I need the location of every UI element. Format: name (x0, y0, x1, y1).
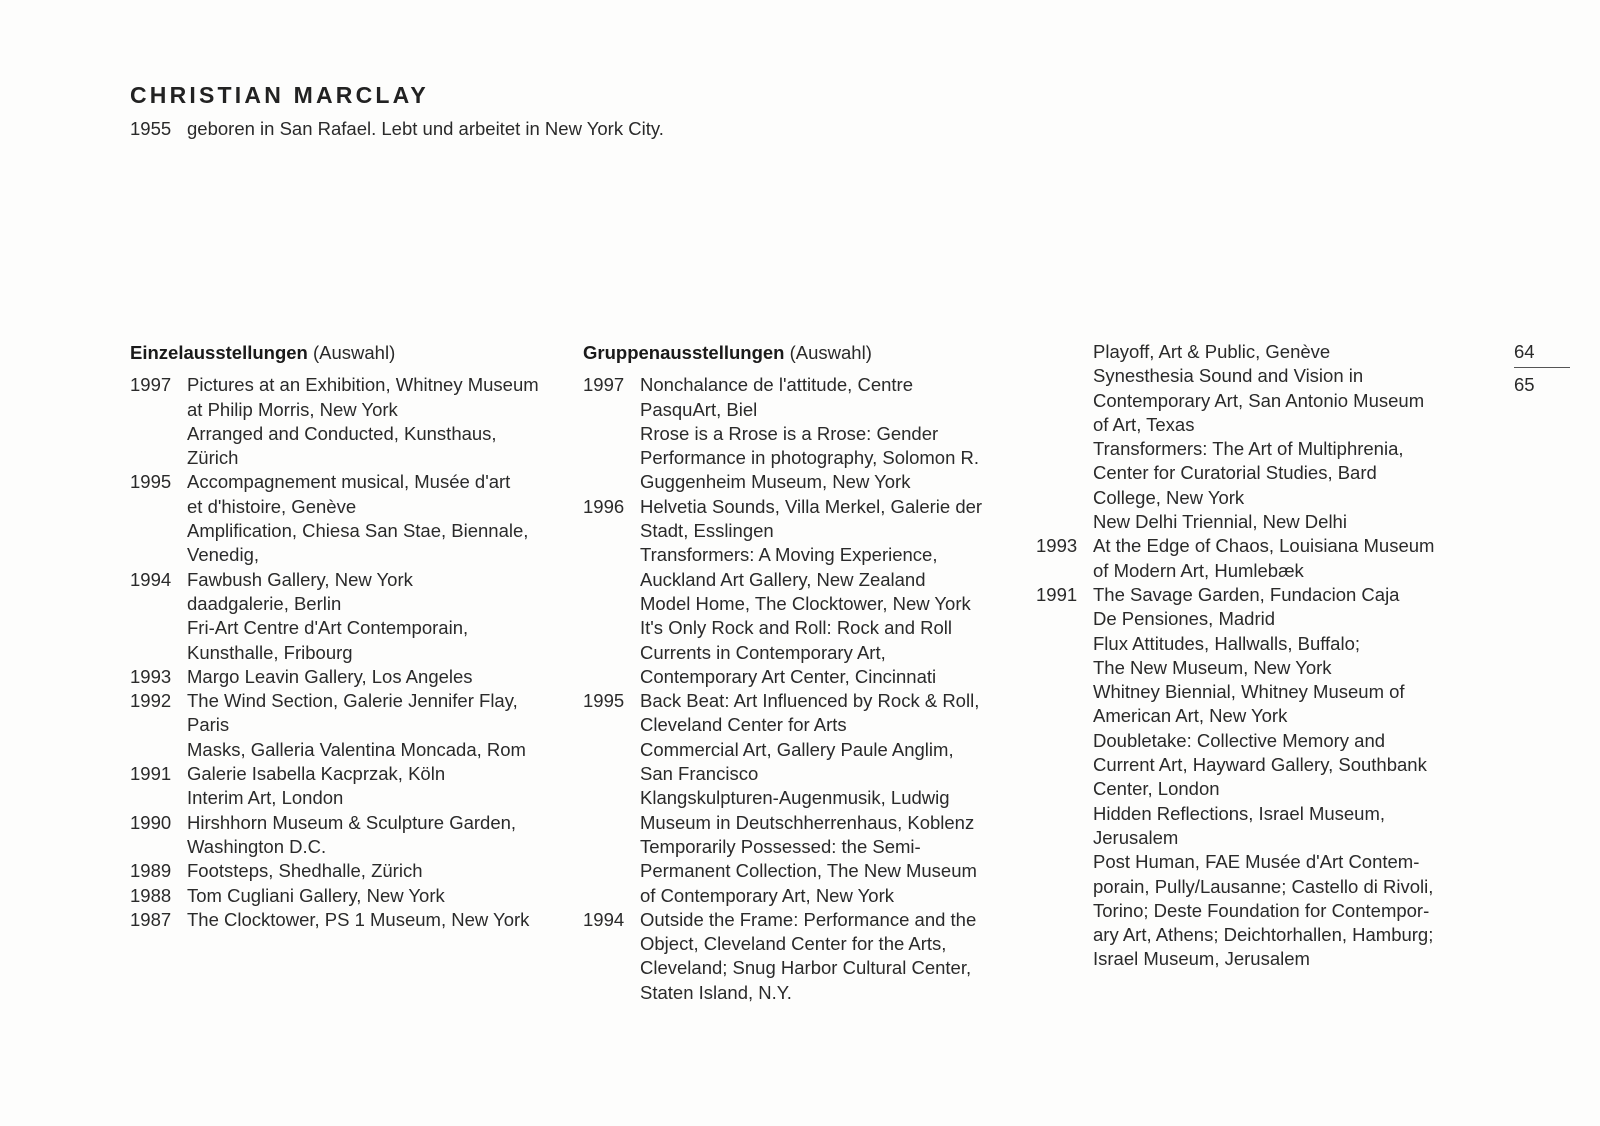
entry-line: Center for Curatorial Studies, Bard (1093, 462, 1377, 484)
entry-line: Zürich (187, 447, 239, 469)
entry-line: Cleveland Center for Arts (640, 714, 847, 736)
entry-line: Currents in Contemporary Art, (640, 641, 886, 663)
exhibition-entry (130, 762, 560, 811)
exhibition-entry (130, 665, 560, 689)
entry-text (640, 689, 979, 908)
entry-line: Contemporary Art Center, Cincinnati (640, 665, 937, 687)
exhibition-entry (1036, 534, 1466, 583)
entry-year: 1994 (130, 568, 172, 590)
entry-line: De Pensiones, Madrid (1093, 608, 1276, 630)
exhibition-list (1036, 340, 1466, 972)
entry-line: of Modern Art, Humlebæk (1093, 559, 1304, 581)
entry-year: 1994 (583, 908, 625, 930)
entry-year: 1991 (130, 763, 172, 785)
artist-name-heading: CHRISTIAN MARCLAY (130, 82, 429, 108)
entry-line: Washington D.C. (187, 835, 327, 857)
entry-text (187, 665, 473, 689)
entry-text (187, 811, 516, 860)
entry-line: daadgalerie, Berlin (187, 592, 342, 614)
entry-line: Jerusalem (1093, 826, 1179, 848)
heading-bold: Einzelausstellungen (130, 342, 308, 363)
entry-line: Transformers: The Art of Multiphrenia, (1093, 438, 1404, 460)
entry-line: Galerie Isabella Kacprzak, Köln (187, 763, 446, 785)
entry-line: The New Museum, New York (1093, 656, 1332, 678)
entry-line: Object, Cleveland Center for the Arts, (640, 933, 947, 955)
entry-text (187, 884, 445, 908)
entry-line: Masks, Galleria Valentina Moncada, Rom (187, 738, 526, 760)
entry-line: Auckland Art Gallery, New Zealand (640, 568, 926, 590)
solo-exhibitions-column (130, 341, 560, 932)
exhibition-entry (1036, 340, 1466, 534)
page-divider (1514, 367, 1570, 368)
entry-year: 1988 (130, 884, 172, 906)
entry-line: Margo Leavin Gallery, Los Angeles (187, 665, 473, 687)
entry-line: Whitney Biennial, Whitney Museum of (1093, 681, 1405, 703)
entry-line: Permanent Collection, The New Museum (640, 860, 977, 882)
entry-line: Guggenheim Museum, New York (640, 471, 911, 493)
entry-line: Tom Cugliani Gallery, New York (187, 884, 445, 906)
entry-text (1093, 340, 1424, 534)
exhibition-entry (130, 568, 560, 665)
entry-line: Cleveland; Snug Harbor Cultural Center, (640, 957, 972, 979)
entry-year: 1997 (583, 374, 625, 396)
exhibition-entry (1036, 583, 1466, 972)
entry-line: Venedig, (187, 544, 260, 566)
exhibition-entry (583, 373, 1013, 494)
entry-line: Torino; Deste Foundation for Contempor- (1093, 899, 1430, 921)
heading-qualifier: (Auswahl) (307, 342, 396, 363)
heading-qualifier: (Auswahl) (784, 342, 872, 363)
entry-line: Back Beat: Art Influenced by Rock & Roll, (640, 690, 980, 712)
entry-line: Accompagnement musical, Musée d'art (187, 471, 511, 493)
entry-line: of Contemporary Art, New York (640, 884, 894, 906)
exhibition-entry (130, 373, 560, 470)
entry-year: 1996 (583, 495, 625, 517)
entry-line: Klangskulpturen-Augenmusik, Ludwig (640, 787, 950, 809)
entry-line: Rrose is a Rrose is a Rrose: Gender (640, 422, 939, 444)
entry-line: Footsteps, Shedhalle, Zürich (187, 860, 423, 882)
entry-year: 1993 (1036, 535, 1078, 557)
exhibition-list (130, 373, 560, 932)
entry-line: Hirshhorn Museum & Sculpture Garden, (187, 811, 517, 833)
entry-text (1093, 534, 1434, 583)
entry-line: porain, Pully/Lausanne; Castello di Rivoli, (1093, 875, 1434, 897)
exhibition-entry (130, 470, 560, 567)
entry-text (187, 373, 539, 470)
section-heading (130, 341, 560, 365)
entry-year (1036, 340, 1093, 534)
entry-text (187, 568, 468, 665)
entry-text (640, 908, 976, 1005)
entry-text (187, 470, 528, 567)
entry-line: Temporarily Possessed: the Semi- (640, 835, 921, 857)
entry-line: Flux Attitudes, Hallwalls, Buffalo; (1093, 632, 1361, 654)
entry-line: Contemporary Art, San Antonio Museum (1093, 389, 1425, 411)
entry-year: 1995 (583, 690, 625, 712)
entry-line: American Art, New York (1093, 705, 1288, 727)
entry-line: Current Art, Hayward Gallery, Southbank (1093, 754, 1427, 776)
page-number-left: 64 (1514, 341, 1535, 362)
section-heading (583, 341, 1013, 365)
entry-text (640, 495, 982, 689)
entry-year: 1995 (130, 471, 172, 493)
entry-year: 1992 (130, 690, 172, 712)
entry-text (640, 373, 979, 494)
entry-line: Helvetia Sounds, Villa Merkel, Galerie der (640, 495, 983, 517)
exhibition-entry (583, 908, 1013, 1005)
entry-line: Center, London (1093, 778, 1220, 800)
entry-year: 1991 (1036, 583, 1078, 605)
entry-line: San Francisco (640, 763, 759, 785)
entry-line: It's Only Rock and Roll: Rock and Roll (640, 617, 952, 639)
biography-line (130, 118, 664, 140)
entry-line: Staten Island, N.Y. (640, 981, 792, 1003)
entry-line: Amplification, Chiesa San Stae, Biennale, (187, 520, 529, 542)
exhibition-entry (583, 495, 1013, 689)
entry-line: College, New York (1093, 486, 1245, 508)
entry-line: Kunsthalle, Fribourg (187, 641, 353, 663)
entry-line: ary Art, Athens; Deichtorhallen, Hamburg; (1093, 924, 1434, 946)
page-numbers (1514, 341, 1570, 396)
entry-text (1093, 583, 1433, 972)
entry-line: Interim Art, London (187, 787, 344, 809)
exhibition-entry (130, 884, 560, 908)
exhibition-list (583, 373, 1013, 1005)
group-exhibitions-continued-column (1036, 340, 1466, 972)
entry-line: The Clocktower, PS 1 Museum, New York (187, 908, 530, 930)
entry-text (187, 689, 526, 762)
entry-line: At the Edge of Chaos, Louisiana Museum (1093, 535, 1435, 557)
entry-line: New Delhi Triennial, New Delhi (1093, 511, 1347, 533)
entry-line: Paris (187, 714, 230, 736)
exhibition-entry (130, 908, 560, 932)
birth-year: 1955 (130, 118, 172, 139)
entry-line: Synesthesia Sound and Vision in (1093, 365, 1364, 387)
entry-line: of Art, Texas (1093, 413, 1195, 435)
entry-line: Playoff, Art & Public, Genève (1093, 341, 1331, 362)
entry-text (187, 859, 423, 883)
entry-line: et d'histoire, Genève (187, 495, 357, 517)
entry-line: Nonchalance de l'attitude, Centre (640, 374, 913, 396)
entry-line: Fawbush Gallery, New York (187, 568, 413, 590)
exhibition-entry (130, 811, 560, 860)
entry-line: Stadt, Esslingen (640, 520, 774, 542)
page-number-right: 65 (1514, 374, 1535, 395)
exhibition-entry (130, 859, 560, 883)
biography-text: geboren in San Rafael. Lebt und arbeitet in New York City. (187, 118, 664, 139)
entry-year: 1987 (130, 908, 172, 930)
entry-line: Model Home, The Clocktower, New York (640, 592, 971, 614)
entry-text (187, 908, 529, 932)
entry-line: Museum in Deutschherrenhaus, Koblenz (640, 811, 975, 833)
entry-year: 1993 (130, 665, 172, 687)
entry-line: Pictures at an Exhibition, Whitney Museum (187, 374, 539, 396)
entry-line: Doubletake: Collective Memory and (1093, 729, 1386, 751)
entry-line: at Philip Morris, New York (187, 398, 398, 420)
entry-year: 1997 (130, 374, 172, 396)
entry-line: Outside the Frame: Performance and the (640, 908, 977, 930)
entry-line: Performance in photography, Solomon R. (640, 447, 980, 469)
entry-line: Commercial Art, Gallery Paule Anglim, (640, 738, 954, 760)
entry-line: The Wind Section, Galerie Jennifer Flay, (187, 690, 518, 712)
entry-line: Hidden Reflections, Israel Museum, (1093, 802, 1386, 824)
entry-year: 1990 (130, 811, 172, 833)
entry-line: Fri-Art Centre d'Art Contemporain, (187, 617, 469, 639)
entry-year: 1989 (130, 860, 172, 882)
exhibition-entry (583, 689, 1013, 908)
entry-line: PasquArt, Biel (640, 398, 758, 420)
entry-line: Transformers: A Moving Experience, (640, 544, 938, 566)
entry-text (187, 762, 445, 811)
heading-bold: Gruppenausstellungen (583, 342, 785, 363)
exhibition-entry (130, 689, 560, 762)
entry-line: The Savage Garden, Fundacion Caja (1093, 583, 1400, 605)
entry-line: Post Human, FAE Musée d'Art Contem- (1093, 851, 1420, 873)
entry-line: Israel Museum, Jerusalem (1093, 948, 1310, 970)
entry-line: Arranged and Conducted, Kunsthaus, (187, 422, 497, 444)
group-exhibitions-column (583, 341, 1013, 1005)
